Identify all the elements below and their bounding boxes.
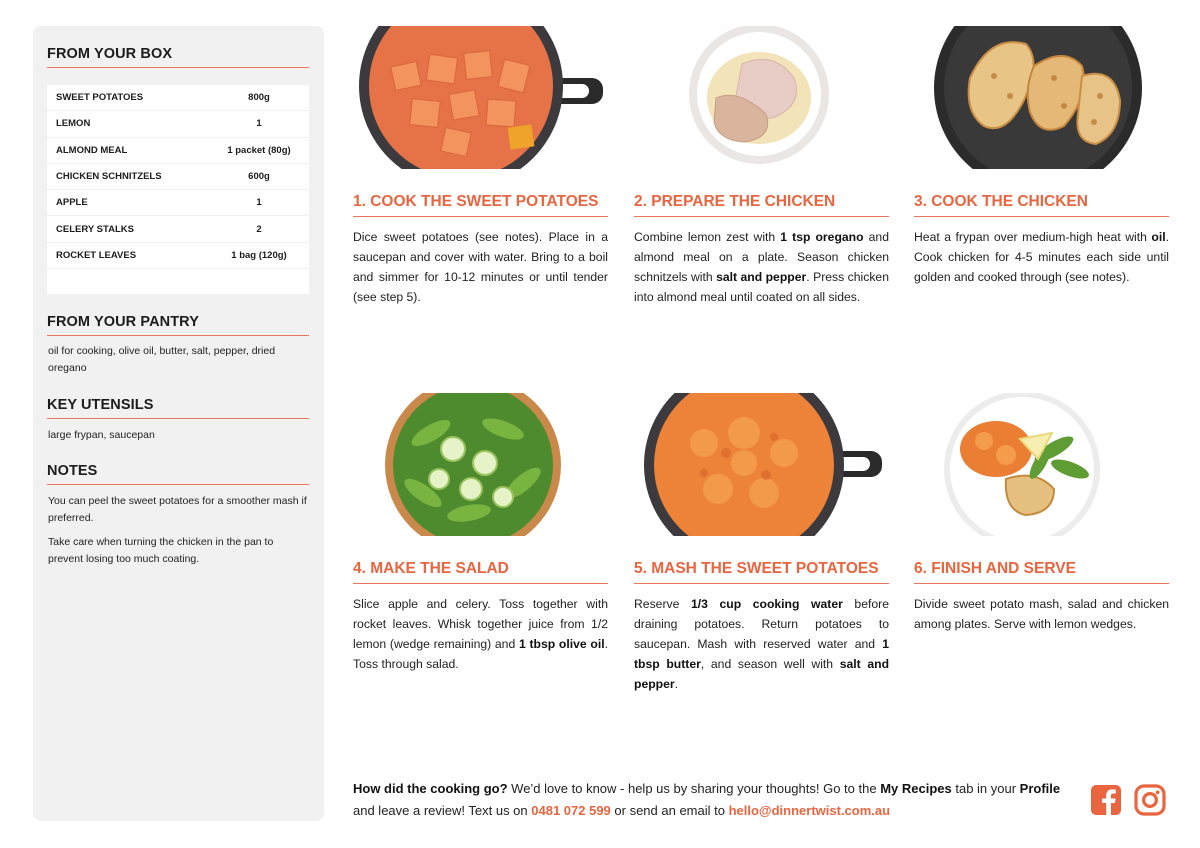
pantry-text: oil for cooking, olive oil, butter, salt, pepper, dried oregano: [48, 345, 276, 374]
profile-link[interactable]: Profile: [1019, 781, 1061, 796]
ingredient-qty: 800g: [248, 92, 270, 104]
utensils-title: KEY UTENSILS: [47, 397, 309, 419]
step-5: [634, 393, 889, 694]
step-3-title: 3. COOK THE CHICKEN: [914, 193, 1169, 217]
utensils-text: large frypan, saucepan: [48, 429, 155, 441]
ingredient-qty: 600g: [248, 171, 270, 183]
step-text-bold: 1 tbsp butter: [634, 637, 889, 671]
step-6: [914, 393, 1169, 634]
facebook-icon[interactable]: [1090, 784, 1122, 816]
ingredient-name: CHICKEN SCHNITZELS: [56, 171, 162, 183]
step-text-bold: salt and pepper: [634, 657, 890, 691]
step-5-title: 5. MASH THE SWEET POTATOES: [634, 560, 889, 584]
step-text: Dice sweet potatoes (see notes). Place in a saucepan and cover with water. Bring to a boil and simmer for 10-12 minutes or until tender (see step 5).: [353, 230, 608, 304]
ingredients-table: [47, 85, 309, 294]
step-6-title: 6. FINISH AND SERVE: [914, 560, 1169, 584]
step-text: Combine lemon zest with: [634, 230, 781, 244]
phone-number[interactable]: 0481 072 599: [531, 803, 611, 818]
step-5-text: [634, 594, 889, 694]
ingredient-row: [47, 164, 309, 190]
step-text-bold: 1 tsp oregano: [780, 230, 864, 244]
ingredient-name: SWEET POTATOES: [56, 92, 144, 104]
ingredient-qty: 1 packet (80g): [227, 144, 291, 156]
step-text-bold: oil: [1151, 230, 1166, 244]
note-2: Take care when turning the chicken in the pan to prevent losing too much coating.: [48, 536, 274, 565]
step-text-bold: 1/3 cup cooking water: [690, 597, 843, 611]
step-6-photo: [914, 393, 1169, 536]
step-4-title: 4. MAKE THE SALAD: [353, 560, 608, 584]
step-1-title: 1. COOK THE SWEET POTATOES: [353, 193, 608, 217]
box-title: FROM YOUR BOX: [47, 46, 309, 68]
step-2-title: 2. PREPARE THE CHICKEN: [634, 193, 889, 217]
ingredient-row: [47, 85, 309, 111]
note-1: You can peel the sweet potatoes for a smoother mash if preferred.: [48, 495, 307, 524]
ingredient-name: LEMON: [56, 118, 91, 130]
ingredient-row: [47, 243, 309, 269]
pantry-title: FROM YOUR PANTRY: [47, 314, 309, 336]
ingredients-sidebar: [33, 26, 324, 821]
email-link[interactable]: hello@dinnertwist.com.au: [728, 803, 891, 818]
step-text: . Press chicken into almond meal until coated on all sides.: [634, 270, 889, 304]
step-1: [353, 26, 608, 307]
ingredient-row: [47, 138, 309, 164]
ingredient-name: ALMOND MEAL: [56, 144, 128, 156]
step-text-bold: 1 tbsp olive oil: [518, 637, 605, 651]
step-text: before draining potatoes. Return potatoes to saucepan. Mash with reserved water and: [634, 597, 889, 651]
ingredient-name: ROCKET LEAVES: [56, 249, 137, 261]
feedback-text-2: tab in your: [951, 781, 1020, 796]
instagram-icon[interactable]: [1134, 784, 1166, 816]
step-text: Slice apple and celery. Toss together with rocket leaves. Whisk together juice from 1/2 lemon (wedge remaining) and: [353, 597, 608, 651]
step-text: . Toss through salad.: [353, 637, 608, 671]
step-text: .: [674, 677, 679, 691]
feedback-question: How did the cooking go?: [353, 781, 508, 796]
feedback-text-3: and leave a review! Text us on: [353, 803, 532, 818]
step-1-photo: [353, 26, 608, 169]
step-text: and almond meal on a plate. Season chicken schnitzels with: [634, 230, 889, 284]
feedback-text-4: or send an email to: [610, 803, 729, 818]
ingredient-qty: 1 bag (120g): [231, 249, 287, 261]
step-4-photo: [353, 393, 608, 536]
step-4: [353, 393, 608, 674]
ingredient-row: [47, 190, 309, 216]
ingredient-qty: 2: [256, 223, 262, 235]
step-6-text: [914, 594, 1169, 634]
step-2: [634, 26, 889, 307]
ingredient-row: [47, 216, 309, 242]
step-5-photo: [634, 393, 889, 536]
ingredient-qty: 1: [256, 118, 262, 130]
ingredient-qty: 1: [256, 197, 262, 209]
ingredient-name: APPLE: [56, 197, 88, 209]
step-text-bold: salt and pepper: [716, 270, 807, 284]
ingredient-row: [47, 111, 309, 137]
step-4-text: [353, 594, 608, 674]
step-2-text: [634, 227, 889, 307]
step-1-text: [353, 227, 608, 307]
ingredient-name: CELERY STALKS: [56, 223, 134, 235]
step-3-text: [914, 227, 1169, 287]
step-3-photo: [914, 26, 1169, 169]
step-text: Heat a frypan over medium-high heat with: [914, 230, 1152, 244]
step-text: . Cook chicken for 4-5 minutes each side until golden and cooked through (see notes).: [914, 230, 1169, 284]
my-recipes-link[interactable]: My Recipes: [880, 781, 952, 796]
notes-title: NOTES: [47, 463, 309, 485]
step-text: , and season well with: [700, 657, 840, 671]
step-3: [914, 26, 1169, 287]
step-text: Reserve: [634, 597, 691, 611]
step-text: Divide sweet potato mash, salad and chicken among plates. Serve with lemon wedges.: [914, 597, 1169, 631]
step-2-photo: [634, 26, 889, 169]
feedback-text-1: We’d love to know - help us by sharing your thoughts! Go to the: [507, 781, 881, 796]
feedback-footer: [353, 778, 1073, 822]
